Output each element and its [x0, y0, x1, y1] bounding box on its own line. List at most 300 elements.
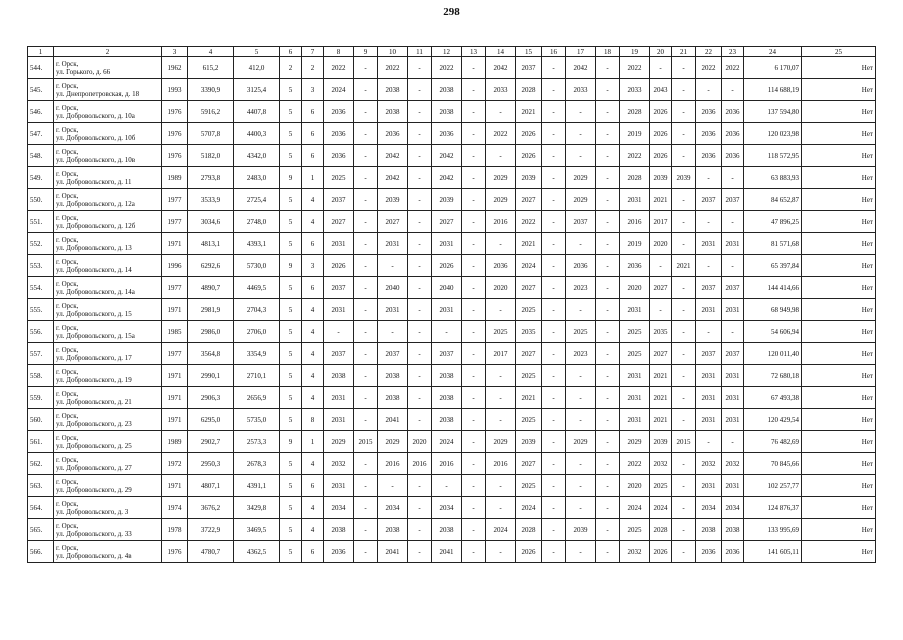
- table-cell: 2025: [486, 321, 516, 343]
- table-row: [28, 145, 876, 167]
- table-cell: -: [354, 189, 378, 211]
- table-cell: 5: [280, 101, 302, 123]
- table-cell: 2483,0: [234, 167, 280, 189]
- table-cell: 2025: [324, 167, 354, 189]
- table-cell: -: [354, 365, 378, 387]
- table-cell: -: [378, 475, 408, 497]
- table-cell: 84 652,87: [744, 189, 802, 211]
- address-city: г. Орск,: [56, 455, 79, 464]
- table-cell: -: [542, 387, 566, 409]
- table-row: [28, 497, 876, 519]
- table-cell: 2038: [378, 79, 408, 101]
- table-cell: -: [566, 409, 596, 431]
- table-cell: 1974: [162, 497, 188, 519]
- table-cell: -: [486, 299, 516, 321]
- table-cell: 1978: [162, 519, 188, 541]
- address-city: г. Орск,: [56, 279, 79, 288]
- table-cell: 2022: [486, 123, 516, 145]
- table-cell: 2037: [566, 211, 596, 233]
- address-street: ул. Добровольского, д. 25: [56, 441, 132, 450]
- table-cell: Нет: [802, 321, 876, 343]
- table-cell: 2017: [650, 211, 672, 233]
- page-number: 298: [443, 6, 460, 18]
- row-number: 550.: [28, 189, 54, 211]
- table-cell: 144 414,66: [744, 277, 802, 299]
- table-cell: 2036: [722, 145, 744, 167]
- table-cell: 2022: [620, 145, 650, 167]
- table-cell: 2990,1: [188, 365, 234, 387]
- table-cell: 4391,1: [234, 475, 280, 497]
- table-cell: 2041: [378, 541, 408, 563]
- table-cell: 2021: [516, 233, 542, 255]
- address-city: г. Орск,: [56, 433, 79, 442]
- row-number: 547.: [28, 123, 54, 145]
- table-cell: -: [408, 343, 432, 365]
- table-cell: 4407,8: [234, 101, 280, 123]
- table-cell: 4813,1: [188, 233, 234, 255]
- table-cell: 2025: [650, 475, 672, 497]
- table-cell: -: [596, 79, 620, 101]
- table-cell: 4: [302, 365, 324, 387]
- table-cell: 120 023,98: [744, 123, 802, 145]
- address-city: г. Орск,: [56, 477, 79, 486]
- table-cell: -: [542, 211, 566, 233]
- table-cell: 2027: [516, 453, 542, 475]
- table-cell: -: [354, 167, 378, 189]
- address-city: г. Орск,: [56, 543, 79, 552]
- address-city: г. Орск,: [56, 125, 79, 134]
- table-cell: 2025: [620, 343, 650, 365]
- table-cell: 2041: [378, 409, 408, 431]
- table-cell: 2029: [566, 431, 596, 453]
- table-cell: -: [722, 167, 744, 189]
- table-cell: 9: [280, 255, 302, 277]
- table-cell: 6: [302, 101, 324, 123]
- table-cell: -: [486, 409, 516, 431]
- table-cell: 8: [302, 409, 324, 431]
- address-street: ул. Добровольского, д. 33: [56, 529, 132, 538]
- table-cell: -: [596, 57, 620, 79]
- table-cell: 4393,1: [234, 233, 280, 255]
- table-cell: 2026: [650, 123, 672, 145]
- address-street: ул. Добровольского, д. 15: [56, 309, 132, 318]
- table-cell: -: [378, 321, 408, 343]
- column-header: 9: [354, 47, 378, 57]
- table-cell: 1985: [162, 321, 188, 343]
- table-cell: 2038: [432, 101, 462, 123]
- table-cell: -: [408, 145, 432, 167]
- table-cell: -: [542, 101, 566, 123]
- table-cell: 2016: [378, 453, 408, 475]
- table-cell: 67 493,38: [744, 387, 802, 409]
- table-cell: 133 995,69: [744, 519, 802, 541]
- table-cell: Нет: [802, 431, 876, 453]
- table-cell: -: [462, 541, 486, 563]
- table-cell: 2026: [516, 145, 542, 167]
- table-cell: 2038: [378, 365, 408, 387]
- table-cell: 2037: [324, 277, 354, 299]
- table-cell: -: [408, 233, 432, 255]
- table-cell: -: [542, 57, 566, 79]
- table-cell: -: [542, 365, 566, 387]
- address-city: г. Орск,: [56, 169, 79, 178]
- table-cell: 5730,0: [234, 255, 280, 277]
- table-cell: -: [696, 167, 722, 189]
- table-cell: 2021: [650, 365, 672, 387]
- table-cell: 6 170,07: [744, 57, 802, 79]
- table-cell: 3564,8: [188, 343, 234, 365]
- table-cell: 2037: [696, 343, 722, 365]
- table-cell: 2036: [324, 541, 354, 563]
- table-cell: 2024: [650, 497, 672, 519]
- table-cell: -: [408, 475, 432, 497]
- table-cell: 2031: [324, 475, 354, 497]
- table-cell: 2037: [516, 57, 542, 79]
- table-cell: 1: [302, 431, 324, 453]
- column-header: 1: [28, 47, 54, 57]
- table-cell: -: [672, 123, 696, 145]
- table-cell: -: [596, 541, 620, 563]
- table-cell: 4: [302, 387, 324, 409]
- table-cell: 2031: [432, 299, 462, 321]
- address-cell: [54, 277, 162, 299]
- column-header: 17: [566, 47, 596, 57]
- table-cell: 6: [302, 475, 324, 497]
- table-cell: -: [542, 431, 566, 453]
- column-header: 14: [486, 47, 516, 57]
- table-cell: -: [354, 321, 378, 343]
- table-cell: -: [566, 365, 596, 387]
- table-cell: Нет: [802, 453, 876, 475]
- table-cell: 2026: [650, 541, 672, 563]
- table-cell: -: [354, 299, 378, 321]
- table-cell: 2042: [486, 57, 516, 79]
- table-cell: 2033: [620, 79, 650, 101]
- table-row: [28, 321, 876, 343]
- table-cell: -: [722, 79, 744, 101]
- table-cell: -: [672, 365, 696, 387]
- table-cell: -: [542, 277, 566, 299]
- table-cell: 2025: [620, 519, 650, 541]
- table-cell: 2034: [696, 497, 722, 519]
- table-cell: 54 606,94: [744, 321, 802, 343]
- address-city: г. Орск,: [56, 103, 79, 112]
- table-cell: 2033: [566, 79, 596, 101]
- table-cell: -: [672, 321, 696, 343]
- table-cell: 2981,9: [188, 299, 234, 321]
- address-street: ул. Добровольского, д. 23: [56, 419, 132, 428]
- table-cell: 114 688,19: [744, 79, 802, 101]
- table-cell: 2036: [722, 101, 744, 123]
- table-cell: 2019: [620, 123, 650, 145]
- table-cell: 2016: [432, 453, 462, 475]
- table-row: [28, 475, 876, 497]
- table-cell: 102 257,77: [744, 475, 802, 497]
- column-header: 15: [516, 47, 542, 57]
- column-header: 22: [696, 47, 722, 57]
- table-cell: 2573,3: [234, 431, 280, 453]
- table-cell: 2: [302, 57, 324, 79]
- row-number: 552.: [28, 233, 54, 255]
- table-cell: 2026: [432, 255, 462, 277]
- table-cell: 5: [280, 497, 302, 519]
- table-cell: 2986,0: [188, 321, 234, 343]
- table-cell: -: [462, 519, 486, 541]
- table-row: [28, 343, 876, 365]
- row-number: 561.: [28, 431, 54, 453]
- table-cell: 2036: [566, 255, 596, 277]
- table-cell: 2039: [432, 189, 462, 211]
- table-cell: 2031: [324, 299, 354, 321]
- row-number: 555.: [28, 299, 54, 321]
- table-cell: -: [542, 145, 566, 167]
- column-header: 11: [408, 47, 432, 57]
- table-cell: -: [596, 189, 620, 211]
- table-cell: 2038: [432, 387, 462, 409]
- table-cell: -: [722, 211, 744, 233]
- table-cell: 1977: [162, 189, 188, 211]
- table-cell: 81 571,68: [744, 233, 802, 255]
- table-cell: 2036: [696, 123, 722, 145]
- table-cell: -: [354, 453, 378, 475]
- table-cell: -: [596, 453, 620, 475]
- table-cell: 2032: [696, 453, 722, 475]
- column-header: 5: [234, 47, 280, 57]
- table-cell: 2023: [566, 343, 596, 365]
- table-cell: -: [722, 431, 744, 453]
- table-cell: -: [596, 409, 620, 431]
- address-cell: [54, 343, 162, 365]
- table-cell: 5182,0: [188, 145, 234, 167]
- table-cell: 2036: [722, 541, 744, 563]
- address-street: ул. Добровольского, д. 12б: [56, 221, 136, 230]
- table-cell: -: [566, 453, 596, 475]
- address-street: ул. Добровольского, д. 15а: [56, 331, 135, 340]
- table-cell: -: [596, 299, 620, 321]
- table-cell: -: [566, 475, 596, 497]
- address-street: ул. Добровольского, д. 19: [56, 375, 132, 384]
- table-cell: -: [354, 233, 378, 255]
- table-cell: 2038: [378, 519, 408, 541]
- table-cell: 2037: [722, 343, 744, 365]
- table-cell: 2037: [722, 277, 744, 299]
- table-cell: 5: [280, 541, 302, 563]
- table-cell: 2038: [432, 79, 462, 101]
- table-cell: 72 680,18: [744, 365, 802, 387]
- table-cell: 2031: [620, 189, 650, 211]
- address-cell: [54, 497, 162, 519]
- table-cell: 4: [302, 497, 324, 519]
- table-row: [28, 541, 876, 563]
- table-cell: -: [408, 387, 432, 409]
- row-number: 557.: [28, 343, 54, 365]
- table-cell: 2710,1: [234, 365, 280, 387]
- table-cell: -: [354, 519, 378, 541]
- table-cell: 3354,9: [234, 343, 280, 365]
- table-cell: 2021: [650, 387, 672, 409]
- table-cell: 2025: [566, 321, 596, 343]
- table-cell: Нет: [802, 79, 876, 101]
- column-header: 7: [302, 47, 324, 57]
- table-cell: -: [542, 497, 566, 519]
- table-cell: 615,2: [188, 57, 234, 79]
- table-cell: 2040: [432, 277, 462, 299]
- table-cell: 2678,3: [234, 453, 280, 475]
- table-row: [28, 365, 876, 387]
- table-cell: -: [354, 211, 378, 233]
- table-cell: 1976: [162, 123, 188, 145]
- table-cell: 2020: [650, 233, 672, 255]
- table-cell: 2032: [620, 541, 650, 563]
- column-header: 18: [596, 47, 620, 57]
- table-cell: -: [462, 189, 486, 211]
- table-cell: 6295,0: [188, 409, 234, 431]
- table-cell: 5: [280, 145, 302, 167]
- table-cell: 5: [280, 343, 302, 365]
- table-row: [28, 233, 876, 255]
- table-cell: 2022: [378, 57, 408, 79]
- table-cell: 2029: [324, 431, 354, 453]
- table-cell: 2036: [324, 101, 354, 123]
- table-cell: -: [596, 167, 620, 189]
- table-cell: 1971: [162, 233, 188, 255]
- table-cell: Нет: [802, 475, 876, 497]
- address-cell: [54, 167, 162, 189]
- table-cell: -: [596, 497, 620, 519]
- table-cell: 2037: [722, 189, 744, 211]
- table-row: [28, 189, 876, 211]
- table-cell: -: [542, 79, 566, 101]
- table-cell: -: [354, 475, 378, 497]
- table-cell: -: [672, 475, 696, 497]
- table-cell: Нет: [802, 541, 876, 563]
- table-cell: 2037: [432, 343, 462, 365]
- table-cell: 1977: [162, 343, 188, 365]
- address-city: г. Орск,: [56, 235, 79, 244]
- table-cell: 3: [302, 255, 324, 277]
- table-cell: 9: [280, 167, 302, 189]
- table-cell: -: [672, 145, 696, 167]
- table-cell: -: [722, 321, 744, 343]
- table-cell: 2032: [650, 453, 672, 475]
- table-cell: -: [672, 211, 696, 233]
- table-cell: 118 572,95: [744, 145, 802, 167]
- table-cell: 2022: [516, 211, 542, 233]
- table-cell: -: [672, 519, 696, 541]
- table-cell: 2042: [432, 145, 462, 167]
- table-cell: -: [566, 497, 596, 519]
- table-cell: 2016: [486, 211, 516, 233]
- table-cell: 3469,5: [234, 519, 280, 541]
- table-cell: -: [486, 145, 516, 167]
- table-cell: 2024: [432, 431, 462, 453]
- table-cell: 5916,2: [188, 101, 234, 123]
- table-cell: Нет: [802, 299, 876, 321]
- row-number: 548.: [28, 145, 54, 167]
- table-cell: 1971: [162, 387, 188, 409]
- table-cell: 63 883,93: [744, 167, 802, 189]
- table-cell: -: [542, 453, 566, 475]
- repair-schedule-table: [27, 46, 876, 563]
- table-cell: -: [462, 211, 486, 233]
- table-cell: 2036: [696, 541, 722, 563]
- table-cell: -: [542, 189, 566, 211]
- row-number: 553.: [28, 255, 54, 277]
- table-cell: 2042: [378, 167, 408, 189]
- row-number: 559.: [28, 387, 54, 409]
- table-cell: 2036: [620, 255, 650, 277]
- table-cell: 2028: [620, 167, 650, 189]
- table-cell: 2906,3: [188, 387, 234, 409]
- address-cell: [54, 79, 162, 101]
- table-cell: -: [566, 541, 596, 563]
- address-city: г. Орск,: [56, 191, 79, 200]
- table-cell: -: [696, 321, 722, 343]
- table-cell: 2033: [486, 79, 516, 101]
- column-header: 3: [162, 47, 188, 57]
- table-cell: -: [486, 101, 516, 123]
- table-cell: -: [486, 387, 516, 409]
- table-cell: -: [462, 475, 486, 497]
- table-cell: 2034: [432, 497, 462, 519]
- address-street: ул. Добровольского, д. 13: [56, 243, 132, 252]
- table-cell: 2034: [722, 497, 744, 519]
- table-cell: -: [462, 57, 486, 79]
- table-cell: 2031: [696, 233, 722, 255]
- table-cell: 6292,6: [188, 255, 234, 277]
- table-cell: 6: [302, 145, 324, 167]
- address-street: ул. Добровольского, д. 14: [56, 265, 132, 274]
- table-cell: 2031: [696, 299, 722, 321]
- address-cell: [54, 365, 162, 387]
- table-cell: 1976: [162, 101, 188, 123]
- table-cell: -: [462, 145, 486, 167]
- address-cell: [54, 475, 162, 497]
- address-street: ул. Добровольского, д. 10в: [56, 155, 136, 164]
- table-cell: 2037: [696, 277, 722, 299]
- table-cell: -: [696, 211, 722, 233]
- table-cell: 2039: [672, 167, 696, 189]
- table-cell: 5735,0: [234, 409, 280, 431]
- table-cell: -: [486, 497, 516, 519]
- table-cell: -: [650, 255, 672, 277]
- table-cell: 2029: [620, 431, 650, 453]
- table-cell: 4362,5: [234, 541, 280, 563]
- table-cell: 2036: [696, 145, 722, 167]
- table-cell: -: [462, 365, 486, 387]
- table-cell: 1989: [162, 431, 188, 453]
- table-cell: 2026: [516, 123, 542, 145]
- table-cell: 2024: [620, 497, 650, 519]
- row-number: 558.: [28, 365, 54, 387]
- table-cell: 2039: [650, 431, 672, 453]
- table-cell: 2025: [620, 321, 650, 343]
- table-cell: 2902,7: [188, 431, 234, 453]
- table-cell: 2031: [324, 233, 354, 255]
- address-cell: [54, 145, 162, 167]
- address-street: ул. Добровольского, д. 11: [56, 177, 132, 186]
- table-cell: -: [462, 321, 486, 343]
- table-cell: -: [462, 277, 486, 299]
- address-city: г. Орск,: [56, 411, 79, 420]
- table-cell: -: [722, 255, 744, 277]
- table-cell: -: [672, 233, 696, 255]
- address-city: г. Орск,: [56, 147, 79, 156]
- table-cell: 2029: [486, 189, 516, 211]
- table-cell: 4: [302, 453, 324, 475]
- table-cell: 2015: [672, 431, 696, 453]
- table-cell: 2022: [620, 453, 650, 475]
